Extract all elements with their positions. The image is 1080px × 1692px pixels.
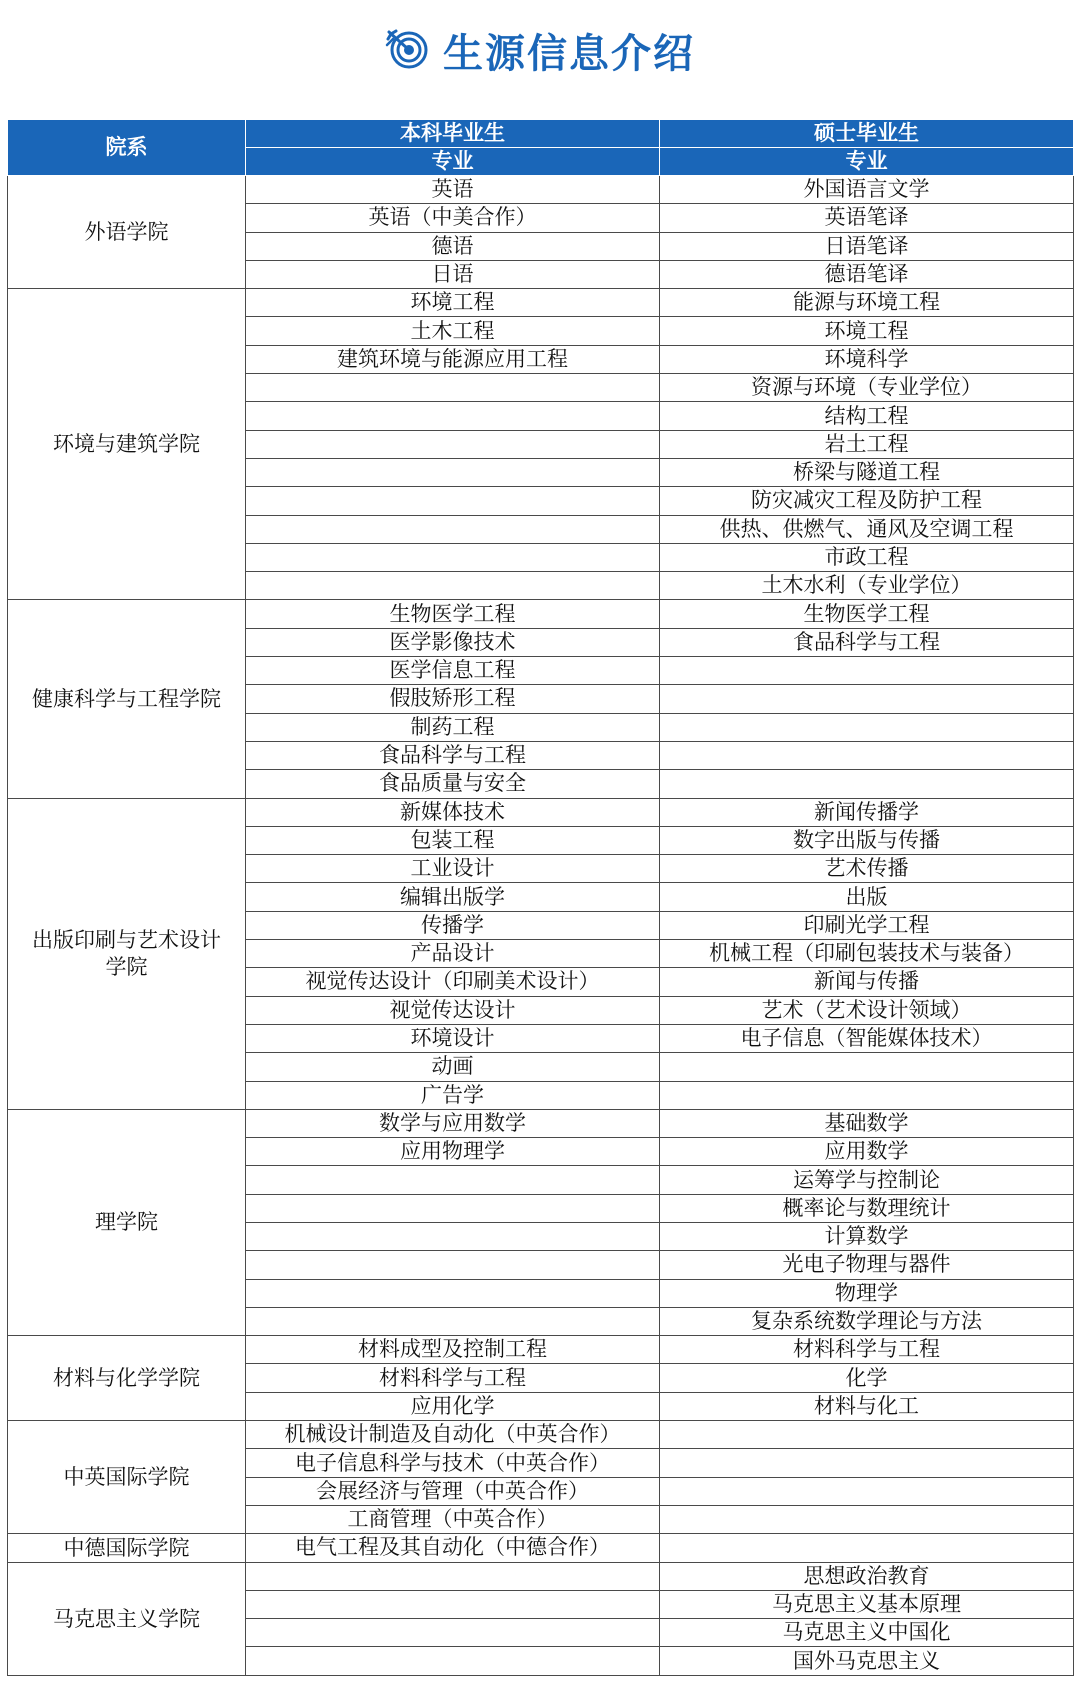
master-major-cell — [660, 713, 1074, 741]
department-cell: 马克思主义学院 — [8, 1562, 246, 1675]
undergrad-major-cell: 英语 — [246, 176, 660, 204]
undergrad-major-cell: 机械设计制造及自动化（中英合作） — [246, 1421, 660, 1449]
undergrad-major-cell — [246, 1279, 660, 1307]
master-major-cell: 概率论与数理统计 — [660, 1194, 1074, 1222]
undergrad-major-cell: 工商管理（中英合作） — [246, 1505, 660, 1533]
header-department: 院系 — [8, 120, 246, 176]
undergrad-major-cell — [246, 1222, 660, 1250]
undergrad-major-cell: 生物医学工程 — [246, 600, 660, 628]
header-master: 硕士毕业生 — [660, 120, 1074, 148]
undergrad-major-cell: 医学信息工程 — [246, 657, 660, 685]
master-major-cell: 马克思主义基本原理 — [660, 1590, 1074, 1618]
master-major-cell: 艺术传播 — [660, 855, 1074, 883]
master-major-cell: 国外马克思主义 — [660, 1647, 1074, 1675]
page-header — [0, 22, 1080, 78]
undergrad-major-cell — [246, 1590, 660, 1618]
undergrad-major-cell: 应用化学 — [246, 1392, 660, 1420]
undergrad-major-cell: 视觉传达设计（印刷美术设计） — [246, 968, 660, 996]
header-undergrad-major: 专业 — [246, 148, 660, 176]
master-major-cell: 光电子物理与器件 — [660, 1251, 1074, 1279]
master-major-cell: 外国语言文学 — [660, 176, 1074, 204]
undergrad-major-cell — [246, 374, 660, 402]
table-row — [8, 1562, 1074, 1590]
undergrad-major-cell: 传播学 — [246, 911, 660, 939]
master-major-cell — [660, 1421, 1074, 1449]
master-major-cell: 桥梁与隧道工程 — [660, 458, 1074, 486]
undergrad-major-cell: 会展经济与管理（中英合作） — [246, 1477, 660, 1505]
master-major-cell: 供热、供燃气、通风及空调工程 — [660, 515, 1074, 543]
undergrad-major-cell: 应用物理学 — [246, 1138, 660, 1166]
master-major-cell: 计算数学 — [660, 1222, 1074, 1250]
undergrad-major-cell — [246, 1562, 660, 1590]
undergrad-major-cell: 产品设计 — [246, 940, 660, 968]
master-major-cell: 资源与环境（专业学位） — [660, 374, 1074, 402]
undergrad-major-cell: 新媒体技术 — [246, 798, 660, 826]
master-major-cell: 材料科学与工程 — [660, 1336, 1074, 1364]
master-major-cell: 能源与环境工程 — [660, 289, 1074, 317]
master-major-cell: 应用数学 — [660, 1138, 1074, 1166]
undergrad-major-cell: 环境设计 — [246, 1024, 660, 1052]
undergrad-major-cell: 电气工程及其自动化（中德合作） — [246, 1534, 660, 1562]
undergrad-major-cell: 编辑出版学 — [246, 883, 660, 911]
table-header-row — [8, 120, 1074, 148]
undergrad-major-cell — [246, 1166, 660, 1194]
undergrad-major-cell — [246, 515, 660, 543]
master-major-cell — [660, 1505, 1074, 1533]
master-major-cell: 新闻与传播 — [660, 968, 1074, 996]
master-major-cell: 出版 — [660, 883, 1074, 911]
master-major-cell: 岩土工程 — [660, 430, 1074, 458]
undergrad-major-cell: 材料科学与工程 — [246, 1364, 660, 1392]
table-row — [8, 1109, 1074, 1137]
undergrad-major-cell: 包装工程 — [246, 826, 660, 854]
table-row — [8, 1534, 1074, 1562]
table-row — [8, 798, 1074, 826]
master-major-cell: 结构工程 — [660, 402, 1074, 430]
undergrad-major-cell — [246, 572, 660, 600]
undergrad-major-cell — [246, 1307, 660, 1335]
department-cell: 健康科学与工程学院 — [8, 600, 246, 798]
undergrad-major-cell — [246, 430, 660, 458]
undergrad-major-cell: 视觉传达设计 — [246, 996, 660, 1024]
undergrad-major-cell: 医学影像技术 — [246, 628, 660, 656]
master-major-cell — [660, 741, 1074, 769]
header-master-major: 专业 — [660, 148, 1074, 176]
department-cell: 理学院 — [8, 1109, 246, 1335]
majors-table — [7, 120, 1074, 1676]
table-row — [8, 176, 1074, 204]
table-row — [8, 600, 1074, 628]
department-cell: 外语学院 — [8, 176, 246, 289]
master-major-cell: 德语笔译 — [660, 260, 1074, 288]
master-major-cell — [660, 1534, 1074, 1562]
master-major-cell — [660, 685, 1074, 713]
undergrad-major-cell: 土木工程 — [246, 317, 660, 345]
undergrad-major-cell: 数学与应用数学 — [246, 1109, 660, 1137]
undergrad-major-cell: 假肢矫形工程 — [246, 685, 660, 713]
undergrad-major-cell: 材料成型及控制工程 — [246, 1336, 660, 1364]
department-cell: 环境与建筑学院 — [8, 289, 246, 600]
master-major-cell: 化学 — [660, 1364, 1074, 1392]
undergrad-major-cell: 英语（中美合作） — [246, 204, 660, 232]
master-major-cell: 基础数学 — [660, 1109, 1074, 1137]
master-major-cell: 日语笔译 — [660, 232, 1074, 260]
undergrad-major-cell — [246, 1194, 660, 1222]
master-major-cell — [660, 1449, 1074, 1477]
page-title: 生源信息介绍 — [443, 30, 695, 77]
master-major-cell: 材料与化工 — [660, 1392, 1074, 1420]
undergrad-major-cell: 环境工程 — [246, 289, 660, 317]
master-major-cell: 印刷光学工程 — [660, 911, 1074, 939]
undergrad-major-cell — [246, 458, 660, 486]
undergrad-major-cell: 广告学 — [246, 1081, 660, 1109]
table-row — [8, 1336, 1074, 1364]
undergrad-major-cell: 电子信息科学与技术（中英合作） — [246, 1449, 660, 1477]
header-undergrad: 本科毕业生 — [246, 120, 660, 148]
undergrad-major-cell — [246, 543, 660, 571]
master-major-cell: 环境工程 — [660, 317, 1074, 345]
undergrad-major-cell: 动画 — [246, 1053, 660, 1081]
undergrad-major-cell: 食品质量与安全 — [246, 770, 660, 798]
master-major-cell: 市政工程 — [660, 543, 1074, 571]
master-major-cell — [660, 1053, 1074, 1081]
master-major-cell — [660, 770, 1074, 798]
department-cell: 出版印刷与艺术设计学院 — [8, 798, 246, 1109]
master-major-cell: 食品科学与工程 — [660, 628, 1074, 656]
department-cell: 材料与化学学院 — [8, 1336, 246, 1421]
undergrad-major-cell: 食品科学与工程 — [246, 741, 660, 769]
undergrad-major-cell: 日语 — [246, 260, 660, 288]
master-major-cell: 机械工程（印刷包装技术与装备） — [660, 940, 1074, 968]
undergrad-major-cell — [246, 1619, 660, 1647]
master-major-cell: 运筹学与控制论 — [660, 1166, 1074, 1194]
undergrad-major-cell: 建筑环境与能源应用工程 — [246, 345, 660, 373]
master-major-cell: 艺术（艺术设计领域） — [660, 996, 1074, 1024]
department-cell: 中德国际学院 — [8, 1534, 246, 1562]
department-cell: 中英国际学院 — [8, 1421, 246, 1534]
undergrad-major-cell: 德语 — [246, 232, 660, 260]
master-major-cell: 生物医学工程 — [660, 600, 1074, 628]
master-major-cell: 电子信息（智能媒体技术） — [660, 1024, 1074, 1052]
master-major-cell: 环境科学 — [660, 345, 1074, 373]
undergrad-major-cell — [246, 487, 660, 515]
master-major-cell: 马克思主义中国化 — [660, 1619, 1074, 1647]
master-major-cell: 土木水利（专业学位） — [660, 572, 1074, 600]
master-major-cell — [660, 1081, 1074, 1109]
master-major-cell — [660, 1477, 1074, 1505]
master-major-cell: 思想政治教育 — [660, 1562, 1074, 1590]
target-arrow-icon — [385, 28, 429, 72]
table-body — [8, 176, 1074, 1676]
master-major-cell: 防灾减灾工程及防护工程 — [660, 487, 1074, 515]
undergrad-major-cell: 制药工程 — [246, 713, 660, 741]
undergrad-major-cell — [246, 1647, 660, 1675]
master-major-cell: 数字出版与传播 — [660, 826, 1074, 854]
master-major-cell: 英语笔译 — [660, 204, 1074, 232]
master-major-cell — [660, 657, 1074, 685]
master-major-cell: 物理学 — [660, 1279, 1074, 1307]
undergrad-major-cell — [246, 402, 660, 430]
table-row — [8, 289, 1074, 317]
master-major-cell: 复杂系统数学理论与方法 — [660, 1307, 1074, 1335]
master-major-cell: 新闻传播学 — [660, 798, 1074, 826]
undergrad-major-cell: 工业设计 — [246, 855, 660, 883]
table-row — [8, 1421, 1074, 1449]
undergrad-major-cell — [246, 1251, 660, 1279]
